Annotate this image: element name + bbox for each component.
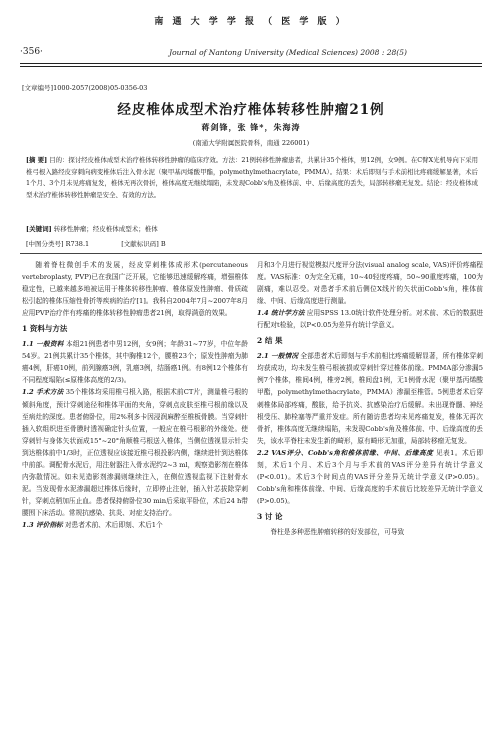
subsection-label: 1.1 一般资料 <box>22 340 64 349</box>
subsection-text: 见表1。术后即刻，术后1个月、术后3个月与手术前的VAS评分差异有统计学意义(P<0.01)。术后3个时间点的VAS评分差异无统计学意义(P>0.05)。Cobb's角和椎体前缘、中间、后缘高度的手术前后比较差异无统计学意义(P>0.05)。 <box>257 448 483 505</box>
paragraph-2-1 <box>257 350 483 446</box>
keywords-label: [关键词] <box>26 225 52 233</box>
subsection-text: 应用SPSS 13.0统计软件处理分析。对术前、术后的数据进行配对t检验，以P<0.05为差异有统计学意义。 <box>257 309 483 330</box>
paragraph-1-4 <box>257 307 483 331</box>
page-number: ·356· <box>20 47 43 57</box>
subsection-label: 1.2 手术方法 <box>22 388 64 397</box>
continued-paragraph: 月和3个月进行视觉模拟尺度评分法(visual analog scale, VAS)评价疼痛程度。VAS标准：0为完全无痛，10~40轻度疼痛，50~90重度疼痛，100为剧痛，难以忍受。对患者手术前后侧位X线片的矢状面Cobb's角，椎体前缘、中间、后缘高度进行测量。 <box>257 261 483 306</box>
subsection-label: 2.2 VAS评分、Cobb's角和椎体前缘、中间、后缘高度 <box>257 448 434 457</box>
journal-title-cn: 南 通 大 学 学 报 （ 医 学 版 ） <box>154 17 348 27</box>
right-column <box>257 259 483 538</box>
abstract-label: [摘 要] <box>26 156 48 164</box>
article-id: [文章编号]1000-2057(2008)05-0356-03 <box>22 84 148 92</box>
subsection-text: 35个椎体均采用椎弓根入路，根据术前CT片，测量椎弓根的倾斜角度，预计穿刺途径和椎体平面的夹角，穿刺点皮肤至椎弓根前缘以及至病灶的深度。患者俯卧位，用2%利多卡因浸润麻醉至椎板骨膜。当穿刺针插入软组织进至骨膜时透视确定针头位置，一般应在椎弓根影的外缘处。使穿刺针与身体矢状面成15°~20°角顺椎弓根送入椎体，当侧位透视显示针尖到达椎体前中1/3时，正位透视应该接近椎弓根投影内侧，继续进针到达椎体中前部。调配骨水泥后，用注射器注入骨水泥约2~3 ml，观察造影剂在椎体内弥散情况。如未见造影剂渗漏则继续注入，在侧位透视监视下注射骨水泥。当发现骨水泥渗漏超过椎体后缘时，立即停止注射，插入针芯拔除穿刺针，穿刺点稍加压止血。患者保持俯卧位30 min后采取平卧位，术后24 h带腰围下床活动。常规抗感染、抗炎、对症支持治疗。 <box>22 388 248 517</box>
header-rule <box>20 63 482 64</box>
article-title: 经皮椎体成型术治疗椎体转移性肿瘤21例 <box>117 102 385 118</box>
abstract <box>26 155 478 201</box>
affiliation: (南通大学附属医院骨科，南通 226001) <box>192 139 310 147</box>
section-heading: 3 讨 论 <box>257 511 283 521</box>
authors: 蒋剑锋，张 锋*，朱海涛 <box>201 122 301 132</box>
subsection-label: 2.1 一般情况 <box>257 352 299 361</box>
discussion-paragraph: 脊柱是多种恶性肿瘤转移的好发部位，可导致 <box>270 527 405 536</box>
paragraph-1-1 <box>22 338 248 386</box>
keywords-text: 转移性肿瘤；经皮椎体成型术；椎体 <box>53 225 158 233</box>
intro-paragraph: 随着脊柱微创手术的发展，经皮穿刺椎体成形术(percutaneous vertebroplasty, PVP)已在我国广泛开展，它能够迅速缓解疼痛，增强椎体稳定性，已越来越多地被运用于椎体转移性肿瘤、椎体原发性肿瘤、骨质疏松引起的椎体压缩性骨折等疾病的治疗[1]。我科自2004年7月~2007年8月应用PVP治疗伴有疼痛的椎体转移性肿瘤患者21例，取得满意的效果。 <box>22 261 248 318</box>
subsection-text: 全部患者术后即刻与手术前相比疼痛缓解显著，所有椎体穿刺均获成功，均未发生椎弓根被损或穿刺针穿过椎体前缘。PMMA部分渗漏5例7个椎体，椎间4例，椎旁2例，椎间盘1例，无1例骨水泥（聚甲基丙烯酸甲酯，polymethylmethacrylate，PMMA）渗漏至椎管。5例患者术后穿刺椎体局部疼痛，酸胀，给予抗炎、抗感染治疗后缓解。未出现脊髓、神经根受压、肺栓塞等严重并发症。所有随访患者均未见疼痛复发，椎体无再次骨折，椎体高度无继续塌陷，未发现Cobb's角及椎体前、中、后缘高度的丢失，该水平脊柱未发生新的畸形，原有畸形无加重，局部转移瘤无复发。 <box>257 352 483 445</box>
abstract-text: 目的：探讨经皮椎体成型术治疗椎体转移性肿瘤的临床疗效。方法：21例转移性肿瘤患者，共累计35个椎体，男12例，女9例。在C臂X光机导向下采用椎弓根入路经皮穿刺向病变椎体后注入骨水泥（聚甲基丙烯酸甲酯，polymethylmethacrylate，PMMA）。结果：术后即刻与手术前相比疼痛缓解显著，术后1个月、3个月未见疼痛复发，椎体无再次骨折，椎体高度无继续塌陷，未发现Cobb's角及椎体前、中、后缘高度的丢失，局部转移瘤无复发。结论：经皮椎体成型术治疗椎体转移性肿瘤是安全、有效的方法。 <box>26 156 478 199</box>
left-column <box>22 259 248 531</box>
subsection-label: 1.3 评价指标 <box>22 520 63 529</box>
clc-number: [中图分类号] R738.1 <box>26 240 90 248</box>
classification <box>26 239 466 248</box>
subsection-text: 本组21例患者中男12例，女9例；年龄31~77岁，中位年龄54岁。21例共累计35个椎体，其中胸椎12个，腰椎23个；原发性肿瘤为肺癌4例，肝癌10例，前列腺癌3例，乳癌3例，结肠癌1例。有8例12个椎体有不同程度塌陷(≤原椎体高度的2/3)。 <box>22 340 248 385</box>
paragraph-2-2 <box>257 447 483 507</box>
journal-title-en: Journal of Nantong University (Medical Sciences) 2008 : 28(5) <box>169 48 407 57</box>
body-rule <box>20 253 482 254</box>
document-code: [文献标识码] B <box>121 240 166 248</box>
section-heading: 1 资料与方法 <box>22 324 68 334</box>
header-rule-thin <box>20 66 482 67</box>
keywords <box>26 224 158 233</box>
paragraph-1-2 <box>22 386 248 519</box>
subsection-text: 对患者术前、术后即刻、术后1个 <box>64 520 163 529</box>
paragraph-1-3 <box>22 519 248 531</box>
subsection-label: 1.4 统计学方法 <box>257 309 305 318</box>
section-heading: 2 结 果 <box>257 336 283 346</box>
